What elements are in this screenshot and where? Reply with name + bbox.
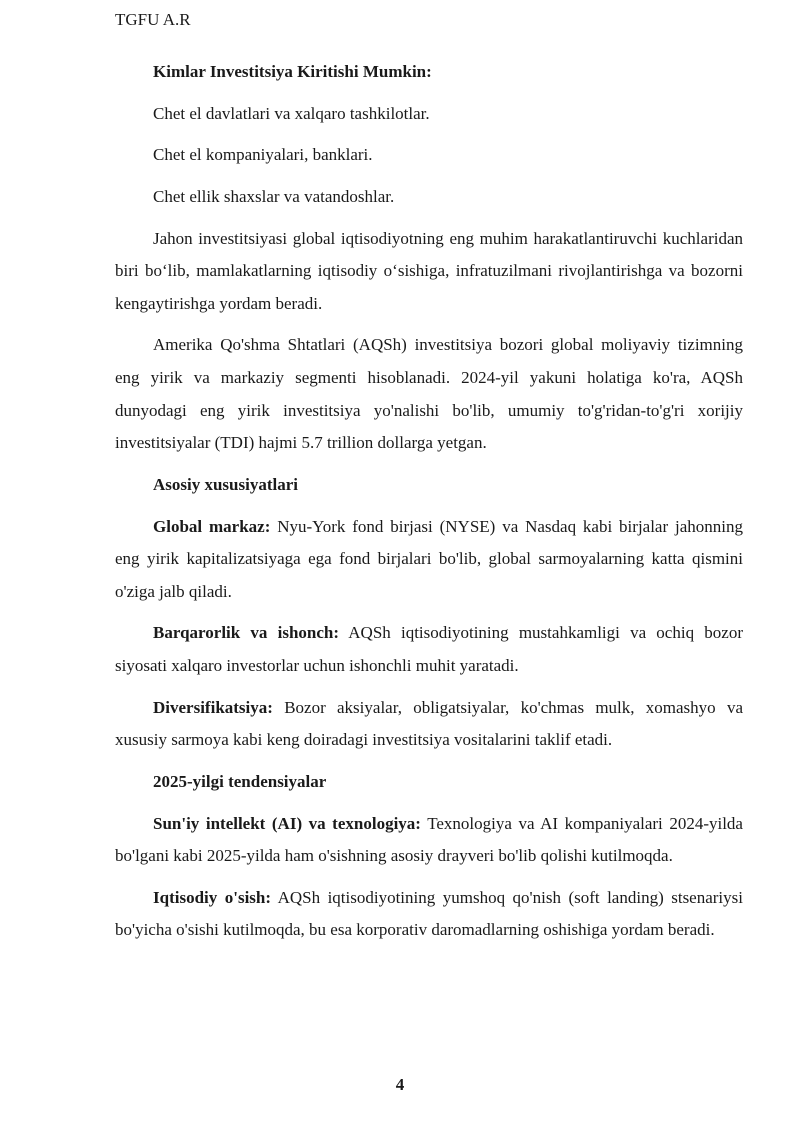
page-number: 4: [395, 1075, 405, 1094]
feature-stability: [115, 617, 743, 682]
feature-label: Diversifikatsiya:: [153, 697, 273, 717]
trend-label: Sun'iy intellekt (AI) va texnologiya:: [153, 813, 421, 833]
list-item: Chet el davlatlari va xalqaro tashkilotlar.: [153, 103, 430, 123]
section-heading-features: Asosiy xususiyatlari: [153, 474, 298, 494]
trend-label: Iqtisodiy o'sish:: [153, 887, 272, 907]
section-heading-investors: Kimlar Investitsiya Kiritishi Mumkin:: [153, 62, 432, 81]
feature-text: Nyu-York fond birjasi (NYSE) va Nasdaq kabi birjalar jahonning eng yirik kapitalizatsiyaga ega fond birjalari bo'lib, global sarmoyalarning katta qismini o'ziga jalb qiladi.: [115, 516, 743, 601]
trend-text: Texnologiya va AI kompaniyalari 2024-yilda bo'lgani kabi 2025-yilda ham o'sishning asosiy drayveri bo'lib qolishi kutilmoqda.: [115, 813, 743, 866]
trend-text: AQSh iqtisodiyotining yumshoq qo'nish (soft landing) stsenariysi bo'yicha o'sishi kutilmoqda, bu esa korporativ daromadlarning oshishiga yordam beradi.: [115, 887, 743, 940]
page-body: [115, 56, 743, 956]
trend-ai: [115, 808, 743, 873]
paragraph-usa-market: Amerika Qo'shma Shtatlari (AQSh) investitsiya bozori global moliyaviy tizimning eng yirik va markaziy segmenti hisoblanadi. 2024-yil yakuni holatiga ko'ra, AQSh dunyodagi eng yirik investitsiya yo'nalishi bo'lib, umumiy to'g'ridan-to'g'ri xorijiy investitsiyalar (TDI) hajmi 5.7 trillion dollarga yetgan.: [115, 335, 743, 453]
paragraph-global-investment: Jahon investitsiyasi global iqtisodiyotning eng muhim harakatlantiruvchi kuchlaridan biri bo‘lib, mamlakatlarning iqtisodiy o‘sishiga, infratuzilmani rivojlantirishga va bozorni kengaytirishga yordam beradi.: [115, 228, 743, 313]
feature-text: AQSh iqtisodiyotining mustahkamligi va ochiq bozor siyosati xalqaro investorlar uchun ishonchli muhit yaratadi.: [115, 623, 743, 675]
feature-global-center: [115, 511, 743, 609]
feature-label: Global markaz:: [153, 516, 271, 536]
list-item: Chet ellik shaxslar va vatandoshlar.: [153, 186, 395, 206]
feature-diversification: [115, 692, 743, 757]
trend-economic-growth: [115, 882, 743, 947]
feature-text: Bozor aksiyalar, obligatsiyalar, ko'chmas mulk, xomashyo va xususiy sarmoya kabi keng doiradagi investitsiya vositalarini taklif etadi.: [115, 697, 743, 750]
list-item: Chet el kompaniyalari, banklari.: [153, 145, 373, 165]
section-heading-trends: 2025-yilgi tendensiyalar: [153, 771, 327, 791]
feature-label: Barqarorlik va ishonch:: [153, 623, 340, 643]
page-header: TGFU A.R: [115, 10, 191, 29]
